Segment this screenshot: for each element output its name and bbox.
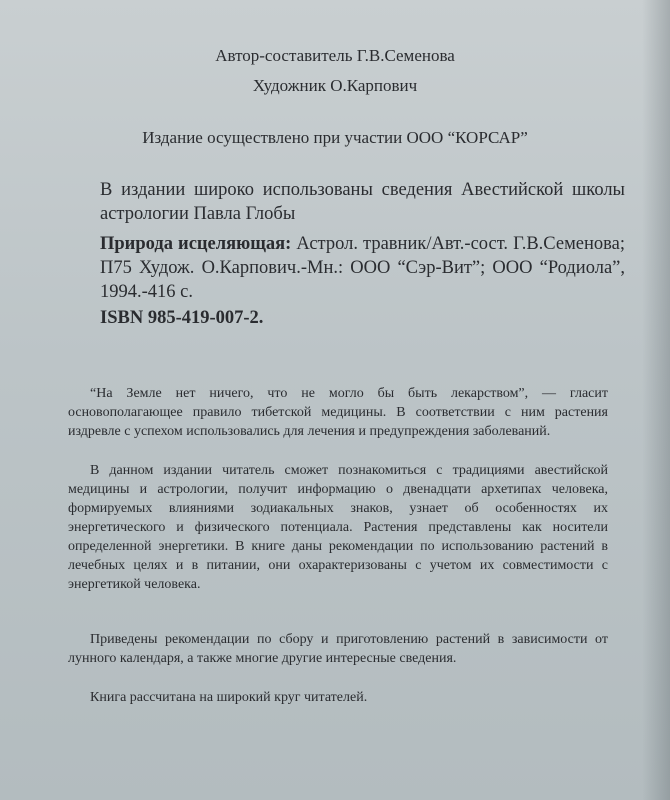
publisher-note: Издание осуществлено при участии ООО “КОРСАР” (142, 128, 528, 147)
source-note: В издании широко использованы сведения Авестийской школы астрологии Павла Глобы (100, 180, 625, 224)
bibliographic-record (100, 232, 625, 304)
annotation-paragraph-4: Книга рассчитана на широкий круг читателей. (90, 690, 368, 705)
bibliographic-details: Астрол. травник/Авт.-сост. Г.В.Семенова; П75 Худож. О.Карпович.-Мн.: ООО “Сэр-Вит”; ООО “Родиола”, 1994.-416 с. (100, 234, 625, 302)
artist-credit: Художник О.Карпович (252, 76, 418, 95)
isbn: ISBN 985-419-007-2. (100, 308, 264, 328)
annotation-paragraph-3: Приведены рекомендации по сбору и приготовлению растений в зависимости от лунного календаря, а также многие другие интересные сведения. (68, 632, 608, 666)
compiler-credit: Автор-составитель Г.В.Семенова (215, 46, 455, 65)
annotation-paragraph-1: “На Земле нет ничего, что не могло бы быть лекарством”, — гласит основополагающее правило тибетской медицины. В соответствии с ним растения издревле с успехом использовались для лечения и предупреждения заболеваний. (68, 386, 608, 439)
annotation-paragraph-2: В данном издании читатель сможет познакомиться с традициями авестийской медицины и астрологии, получит информацию о двенадцати архетипах человека, формируемых влияниями зодиакальных знаков, узнает об особенностях их энергетического и физического потенциала. Растения представлены как носители определенной энергетики. В книге даны рекомендации по использованию растений в лечебных целях и в питании, они охарактеризованы с учетом их совместимости с энергетикой человека. (68, 463, 608, 592)
book-title: Природа исцеляющая: (100, 234, 292, 254)
